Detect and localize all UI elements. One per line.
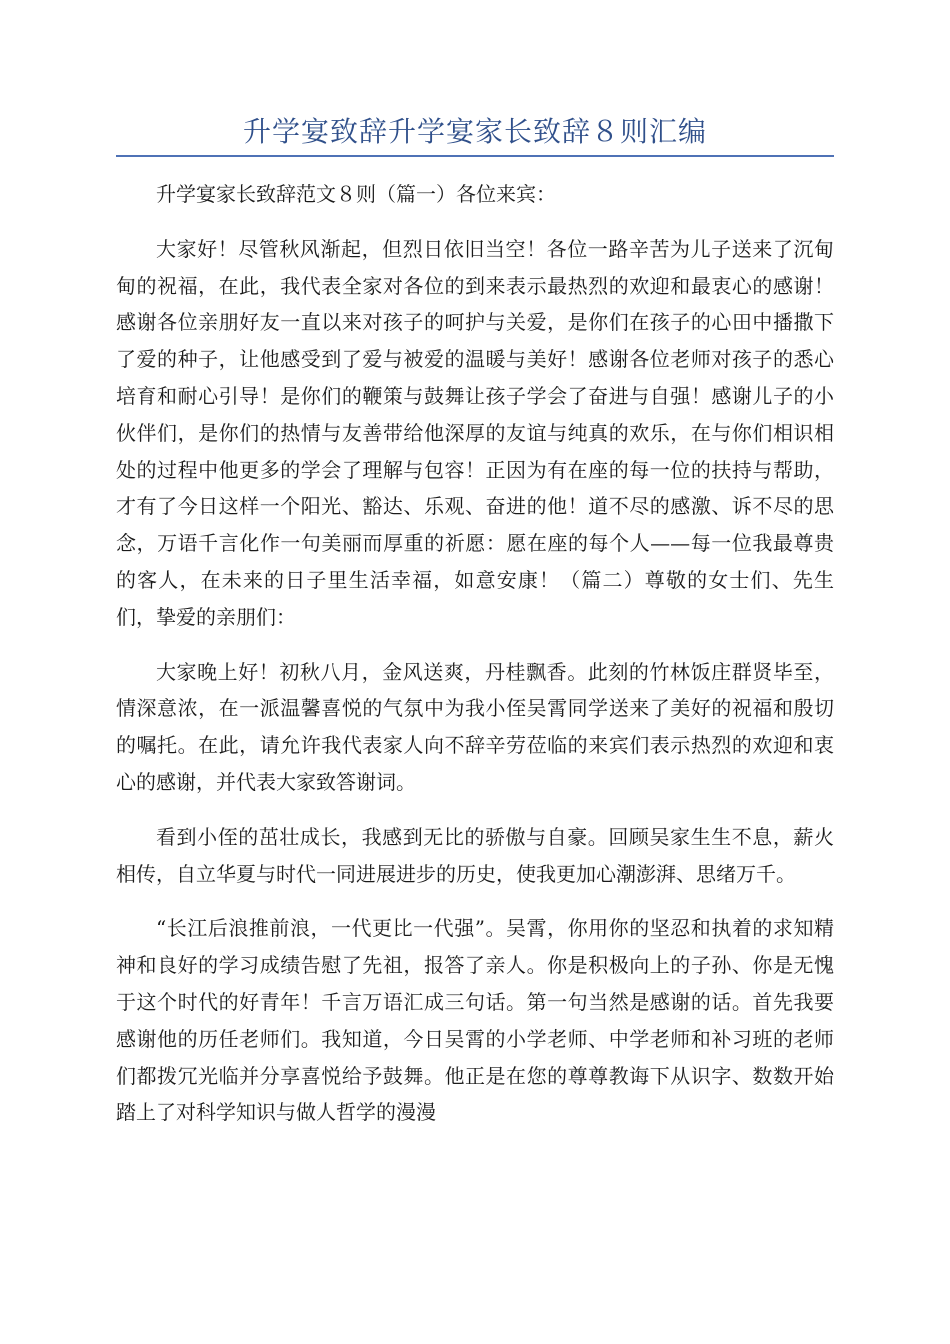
document-title: 升学宴致辞升学宴家长致辞８则汇编 bbox=[242, 115, 707, 148]
paragraph-2: 大家好！尽管秋风渐起，但烈日依旧当空！各位一路辛苦为儿子送来了沉甸甸的祝福，在此，我代表全家对各位的到来表示最热烈的欢迎和最衷心的感谢！感谢各位亲朋好友一直以来对孩子的呵护与关爱，是你们在孩子的心田中播撒下了爱的种子，让他感受到了爱与被爱的温暖与美好！感谢各位老师对孩子的悉心培育和耐心引导！是你们的鞭策与鼓舞让孩子学会了奋进与自强！感谢儿子的小伙伴们，是你们的热情与友善带给他深厚的友谊与纯真的欢乐，在与你们相识相处的过程中他更多的学会了理解与包容！正因为有在座的每一位的扶持与帮助，才有了今日这样一个阳光、豁达、乐观、奋进的他！道不尽的感激、诉不尽的思念，万语千言化作一句美丽而厚重的祈愿：愿在座的每个人——每一位我最尊贵的客人，在未来的日子里生活幸福，如意安康！（篇二）尊敬的女士们、先生们，挚爱的亲朋们： bbox=[116, 236, 834, 629]
paragraph-4: 看到小侄的茁壮成长，我感到无比的骄傲与自豪。回顾吴家生生不息，薪火相传，自立华夏与时代一同进展进步的历史，使我更加心潮澎湃、思绪万千。 bbox=[116, 824, 834, 886]
title-underline bbox=[116, 155, 834, 157]
paragraph-3: 大家晚上好！初秋八月，金风送爽，丹桂飘香。此刻的竹林饭庄群贤毕至，情深意浓，在一派温馨喜悦的气氛中为我小侄吴霄同学送来了美好的祝福和殷切的嘱托。在此，请允许我代表家人向不辞辛劳莅临的来宾们表示热烈的欢迎和衷心的感谢，并代表大家致答谢词。 bbox=[116, 659, 834, 794]
document-body bbox=[116, 176, 834, 1149]
paragraph-1: 升学宴家长致辞范文８则（篇一）各位来宾： bbox=[156, 182, 556, 206]
paragraph-5: “长江后浪推前浪，一代更比一代强”。吴霄，你用你的坚忍和执着的求知精神和良好的学习成绩告慰了先祖，报答了亲人。你是积极向上的子孙、你是无愧于这个时代的好青年！千言万语汇成三句话。第一句当然是感谢的话。首先我要感谢他的历任老师们。我知道，今日吴霄的小学老师、中学老师和补习班的老师们都拨冗光临并分享喜悦给予鼓舞。他正是在您的尊尊教诲下从识字、数数开始踏上了对科学知识与做人哲学的漫漫 bbox=[116, 916, 834, 1125]
